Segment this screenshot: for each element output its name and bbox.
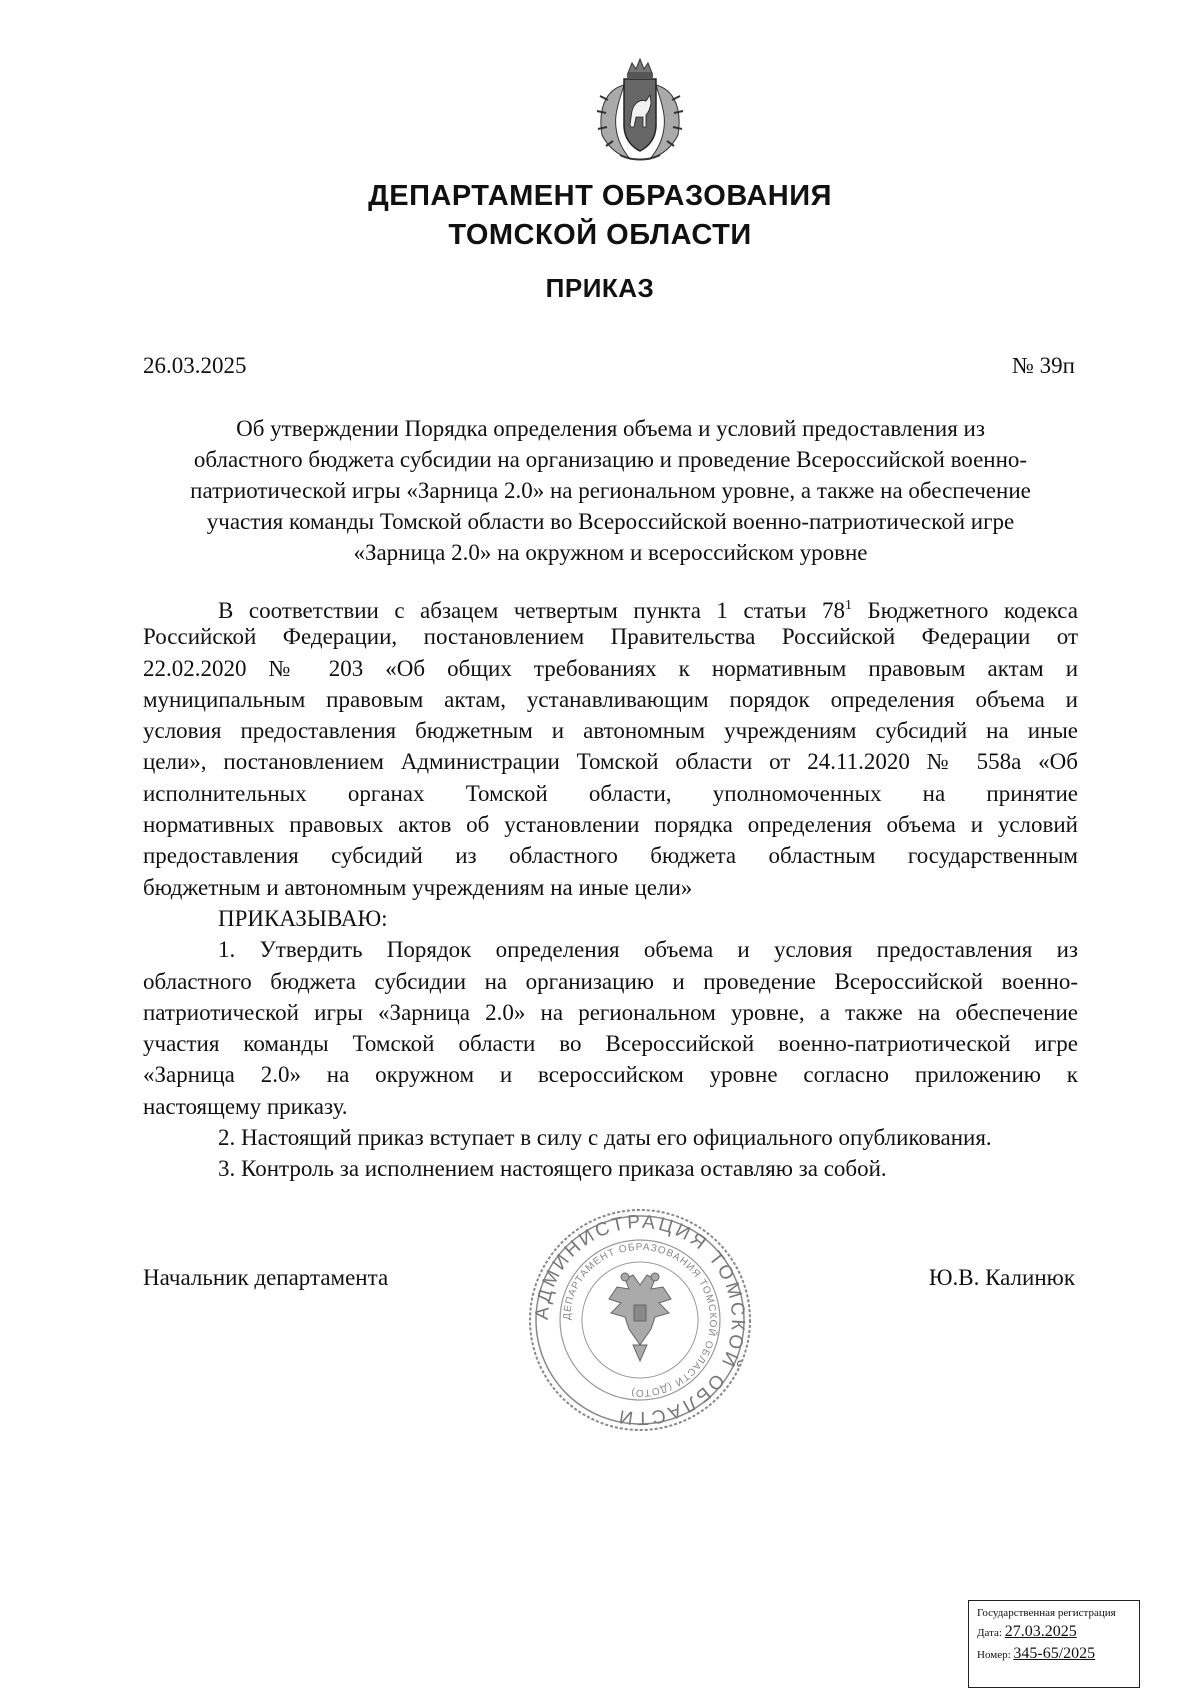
- item2: 2. Настоящий приказ вступает в силу с даты его официального опубликования.: [218, 1125, 992, 1151]
- preamble-line: исполнительных органах Томской области, уполномоченных на принятие: [143, 780, 1078, 806]
- registration-title: Государственная регистрация: [977, 1607, 1116, 1619]
- preamble-line: нормативных правовых актов об установлении порядка определения объема и условий: [143, 812, 1078, 838]
- registration-date-row: [977, 1623, 1135, 1641]
- preamble-line: бюджетным и автономным учреждениям на иные цели»: [143, 874, 693, 900]
- subject-line: областного бюджета субсидии на организацию и проведение Всероссийской военно-: [193, 447, 1028, 472]
- official-seal-stamp: [525, 1205, 755, 1435]
- signatory-name: Ю.В. Калинюк: [928, 1265, 1075, 1290]
- item1-line: участия команды Томской области во Всероссийской военно-патриотической игре: [143, 1031, 1078, 1057]
- subject-line: «Зарница 2.0» на окружном и всероссийском уровне: [353, 540, 868, 565]
- coat-of-arms-emblem: [580, 55, 700, 165]
- order-subject: [143, 413, 1078, 568]
- preamble-text: Бюджетного кодекса: [851, 598, 1078, 623]
- preamble-line: [143, 590, 1078, 621]
- item1-line: 1. Утвердить Порядок определения объема и условия предоставления из: [218, 937, 1078, 963]
- registration-box: [968, 1600, 1140, 1688]
- order-body: [143, 590, 1078, 1185]
- registration-date-label: Дата:: [977, 1627, 1002, 1639]
- subject-line: патриотической игры «Зарница 2.0» на региональном уровне, а также на обеспечение: [190, 478, 1031, 503]
- order-word: ПРИКАЗЫВАЮ:: [218, 905, 388, 931]
- preamble-line: муниципальным правовым актам, устанавливающим порядок определения объема и: [143, 686, 1078, 712]
- registration-number-value: 345-65/2025: [1013, 1645, 1096, 1662]
- item1-line: областного бюджета субсидии на организацию и проведение Всероссийской военно-: [143, 968, 1078, 994]
- preamble-line: предоставления субсидий из областного бюджета областным государственным: [143, 843, 1078, 869]
- subject-line: участия команды Томской области во Всероссийской военно-патриотической игре: [206, 509, 1015, 534]
- item1-line: патриотической игры «Зарница 2.0» на региональном уровне, а также на обеспечение: [143, 999, 1078, 1025]
- document-type-title: ПРИКАЗ: [545, 273, 655, 303]
- department-title-line1: ДЕПАРТАМЕНТ ОБРАЗОВАНИЯ: [368, 180, 832, 212]
- registration-number-label: Номер:: [977, 1649, 1011, 1661]
- preamble-line: 22.02.2020 № 203 «Об общих требованиях к нормативным правовым актам и: [143, 655, 1078, 681]
- preamble-line: условия предоставления бюджетным и автономным учреждениям субсидий на иные: [143, 718, 1078, 744]
- order-number: № 39п: [1011, 353, 1075, 378]
- registration-date-value: 27.03.2025: [1004, 1623, 1077, 1640]
- signatory-position: Начальник департамента: [143, 1265, 389, 1290]
- seal-inner-text: ДЕПАРТАМЕНТ ОБРАЗОВАНИЯ ТОМСКОЙ ОБЛАСТИ (ДОТО): [561, 1241, 719, 1399]
- preamble-line: Российской Федерации, постановлением Правительства Российской Федерации от: [143, 624, 1078, 650]
- subject-line: Об утверждении Порядка определения объема и условий предоставления из: [236, 416, 985, 441]
- item1-line: «Зарница 2.0» на окружном и всероссийском уровне согласно приложению к: [143, 1062, 1078, 1088]
- superscript: 1: [844, 598, 852, 613]
- item1-line: настоящему приказу.: [143, 1093, 348, 1119]
- department-title-line2: ТОМСКОЙ ОБЛАСТИ: [448, 219, 752, 251]
- registration-number-row: [977, 1645, 1135, 1663]
- order-date: 26.03.2025: [143, 353, 247, 378]
- seal-outer-text: АДМИНИСТРАЦИЯ ТОМСКОЙ ОБЛАСТИ: [531, 1211, 749, 1429]
- preamble-line: цели», постановлением Администрации Томской области от 24.11.2020 № 558а «Об: [143, 749, 1078, 775]
- preamble-text: В соответствии с абзацем четвертым пункта 1 статьи 78: [218, 598, 845, 623]
- item3: 3. Контроль за исполнением настоящего приказа оставляю за собой.: [218, 1156, 887, 1182]
